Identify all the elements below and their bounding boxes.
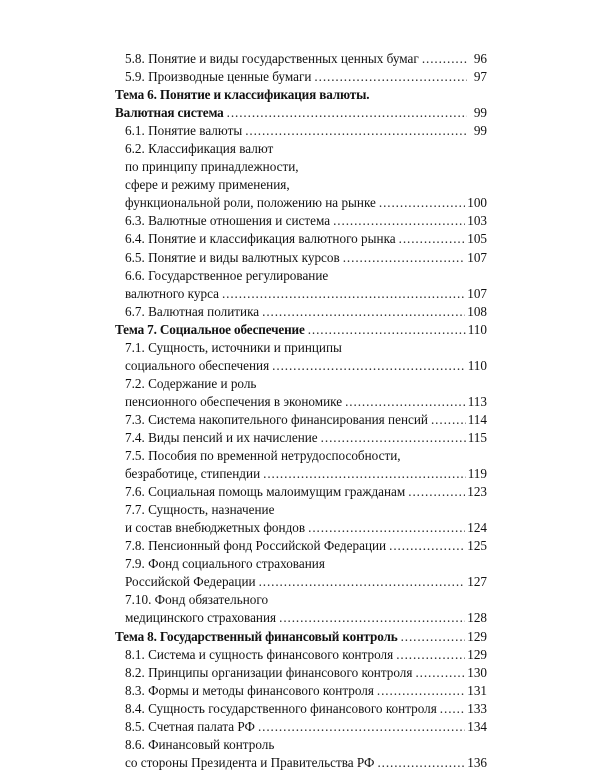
dot-leader (308, 519, 465, 537)
dot-leader (279, 609, 465, 627)
toc-entry-line (115, 194, 487, 212)
toc-entry-line (115, 285, 487, 303)
toc-entry-text: 8.6. Финансовый контроль (125, 736, 275, 752)
toc-entry[interactable] (115, 50, 487, 68)
dot-leader (377, 682, 465, 700)
toc-entry-line (115, 357, 487, 375)
toc-entry[interactable] (115, 212, 487, 230)
toc-page-number: 107 (467, 285, 487, 301)
toc-page-number: 129 (467, 628, 487, 644)
toc-entry[interactable] (115, 555, 487, 591)
toc-entry-text: социального обеспечения (125, 357, 270, 373)
toc-entry-text: валютного курса (125, 285, 219, 301)
dot-leader (314, 68, 467, 86)
dot-leader (422, 50, 467, 68)
toc-page-number: 113 (467, 393, 487, 409)
toc-page-number: 97 (473, 69, 487, 85)
dot-leader (377, 754, 465, 772)
toc-entry-text: Тема 6. Понятие и классификация валюты. (115, 87, 370, 103)
dot-leader (399, 230, 466, 248)
toc-entry-line (115, 537, 487, 555)
dot-leader (333, 212, 465, 230)
toc-entry-text: безработице, стипендии (125, 466, 261, 482)
table-of-contents (115, 50, 487, 772)
dot-leader (263, 465, 466, 483)
toc-page-number: 103 (467, 213, 487, 229)
toc-page-number: 123 (467, 484, 487, 500)
dot-leader (440, 700, 465, 718)
toc-page-number: 124 (467, 520, 487, 536)
toc-entry-line (115, 664, 487, 682)
toc-entry-text: 7.7. Сущность, назначение (125, 502, 275, 518)
toc-page-number: 100 (467, 195, 487, 211)
toc-entry-text: 6.2. Классификация валют (125, 141, 274, 157)
toc-entry-text: 8.3. Формы и методы финансового контроля (125, 682, 374, 698)
toc-entry-line (115, 573, 487, 591)
toc-entry[interactable] (115, 501, 487, 537)
toc-entry-text: Российской Федерации (125, 574, 256, 590)
dot-leader (262, 303, 465, 321)
toc-entry-text: 7.1. Сущность, источники и принципы (125, 339, 342, 355)
toc-page-number: 110 (467, 357, 487, 373)
toc-page-number: 125 (467, 538, 487, 554)
dot-leader (272, 357, 466, 375)
toc-entry-text: 6.3. Валютные отношения и система (125, 213, 331, 229)
toc-entry-text: 7.6. Социальная помощь малоимущим гражданам (125, 484, 406, 500)
toc-entry-text: сфере и режиму применения, (125, 177, 290, 193)
dot-leader (343, 249, 465, 267)
toc-entry-text: медицинского страхования (125, 610, 277, 626)
toc-entry-line (115, 465, 487, 483)
toc-entry-line (115, 682, 487, 700)
toc-page-number: 128 (467, 610, 487, 626)
toc-entry-line (115, 321, 487, 339)
toc-entry-text: 5.9. Производные ценные бумаги (125, 69, 312, 85)
toc-entry-line (115, 519, 487, 537)
dot-leader (222, 285, 465, 303)
dot-leader (258, 718, 465, 736)
toc-page-number: 115 (467, 429, 487, 445)
toc-entry-text: пенсионного обеспечения в экономике (125, 393, 343, 409)
toc-entry-line (115, 483, 487, 501)
toc-entry[interactable] (115, 483, 487, 501)
dot-leader (396, 646, 465, 664)
toc-entry[interactable] (115, 682, 487, 700)
toc-entry[interactable] (115, 537, 487, 555)
dot-leader (379, 194, 465, 212)
toc-entry[interactable] (115, 411, 487, 429)
toc-entry-text: 6.7. Валютная политика (125, 303, 260, 319)
toc-entry-line (115, 230, 487, 248)
toc-entry-text: 7.4. Виды пенсий и их начисление (125, 429, 318, 445)
toc-entry-line (115, 718, 487, 736)
dot-leader (321, 429, 466, 447)
toc-page-number: 108 (467, 303, 487, 319)
toc-entry-text: 7.8. Пенсионный фонд Российской Федерации (125, 538, 387, 554)
toc-entry[interactable] (115, 303, 487, 321)
toc-entry-text: Тема 8. Государственный финансовый контроль (115, 628, 398, 644)
toc-entry[interactable] (115, 718, 487, 736)
toc-entry[interactable] (115, 122, 487, 140)
toc-entry-line (115, 303, 487, 321)
toc-entry-text: 6.1. Понятие валюты (125, 123, 243, 139)
toc-page-number: 99 (473, 123, 487, 139)
toc-page-number: 96 (473, 51, 487, 66)
toc-entry-text: 8.1. Система и сущность финансового контроля (125, 646, 394, 662)
toc-entry-text: Валютная система (115, 105, 224, 121)
toc-page-number: 136 (467, 754, 487, 770)
toc-page-number: 134 (467, 718, 487, 734)
dot-leader (415, 664, 465, 682)
toc-page-number: 131 (467, 682, 487, 698)
toc-heading[interactable] (115, 628, 487, 646)
toc-entry-text: 6.6. Государственное регулирование (125, 267, 329, 283)
toc-entry-text: 8.4. Сущность государственного финансового контроля (125, 700, 437, 716)
dot-leader (227, 104, 467, 122)
toc-page-number: 107 (467, 249, 487, 265)
toc-entry-text: 7.5. Пособия по временной нетрудоспособности, (125, 448, 401, 464)
toc-entry-line (115, 212, 487, 230)
toc-heading[interactable] (115, 321, 487, 339)
toc-entry-line (115, 50, 487, 68)
toc-entry-text: со стороны Президента и Правительства РФ (125, 754, 375, 770)
dot-leader (431, 411, 466, 429)
toc-page-number: 133 (467, 700, 487, 716)
toc-entry-text: 8.5. Счетная палата РФ (125, 718, 255, 734)
toc-entry[interactable] (115, 267, 487, 303)
dot-leader (408, 483, 465, 501)
toc-entry[interactable] (115, 591, 487, 627)
toc-entry-text: и состав внебюджетных фондов (125, 520, 306, 536)
toc-entry-text: 7.2. Содержание и роль (125, 375, 257, 391)
toc-entry[interactable] (115, 339, 487, 375)
toc-entry[interactable] (115, 736, 487, 772)
toc-entry-text: 7.10. Фонд обязательного (125, 592, 269, 608)
toc-entry-line (115, 429, 487, 447)
toc-entry[interactable] (115, 429, 487, 447)
toc-entry-line (115, 411, 487, 429)
toc-entry-line (115, 104, 487, 122)
toc-entry-line (115, 754, 487, 772)
toc-entry[interactable] (115, 230, 487, 248)
toc-entry[interactable] (115, 447, 487, 483)
dot-leader (389, 537, 465, 555)
toc-entry-line (115, 628, 487, 646)
toc-entry-text: 6.5. Понятие и виды валютных курсов (125, 249, 340, 265)
dot-leader (308, 321, 466, 339)
toc-entry-text: 6.4. Понятие и классификация валютного рынка (125, 231, 396, 247)
toc-heading[interactable] (115, 86, 487, 122)
toc-page-number: 105 (467, 231, 487, 247)
toc-entry-line (115, 122, 487, 140)
toc-entry[interactable] (115, 249, 487, 267)
toc-page-number: 129 (467, 646, 487, 662)
toc-entry-line (115, 609, 487, 627)
toc-entry-line (115, 249, 487, 267)
toc-page-number: 127 (467, 574, 487, 590)
toc-entry-text: по принципу принадлежности, (125, 159, 299, 175)
toc-entry-text: Тема 7. Социальное обеспечение (115, 321, 305, 337)
toc-entry-text: функциональной роли, положению на рынке (125, 195, 376, 211)
toc-page-number: 99 (473, 105, 487, 121)
toc-entry-line (115, 700, 487, 718)
toc-entry-text: 5.8. Понятие и виды государственных ценных бумаг (125, 51, 419, 66)
dot-leader (259, 573, 466, 591)
toc-page-number: 130 (467, 664, 487, 680)
dot-leader (245, 122, 467, 140)
toc-entry[interactable] (115, 375, 487, 411)
toc-entry-text: 7.3. Система накопительного финансирования пенсий (125, 411, 428, 427)
toc-entry-line (115, 646, 487, 664)
toc-entry[interactable] (115, 68, 487, 86)
toc-page-number: 114 (467, 411, 487, 427)
toc-entry[interactable] (115, 664, 487, 682)
toc-entry[interactable] (115, 646, 487, 664)
toc-entry-line (115, 393, 487, 411)
dot-leader (345, 393, 466, 411)
toc-entry[interactable] (115, 700, 487, 718)
toc-page-number: 110 (467, 321, 487, 337)
toc-entry-text: 8.2. Принципы организации финансового контроля (125, 664, 413, 680)
toc-entry[interactable] (115, 140, 487, 212)
toc-entry-line (115, 68, 487, 86)
toc-entry-text: 7.9. Фонд социального страхования (125, 556, 325, 572)
toc-page-number: 119 (467, 466, 487, 482)
dot-leader (401, 628, 466, 646)
